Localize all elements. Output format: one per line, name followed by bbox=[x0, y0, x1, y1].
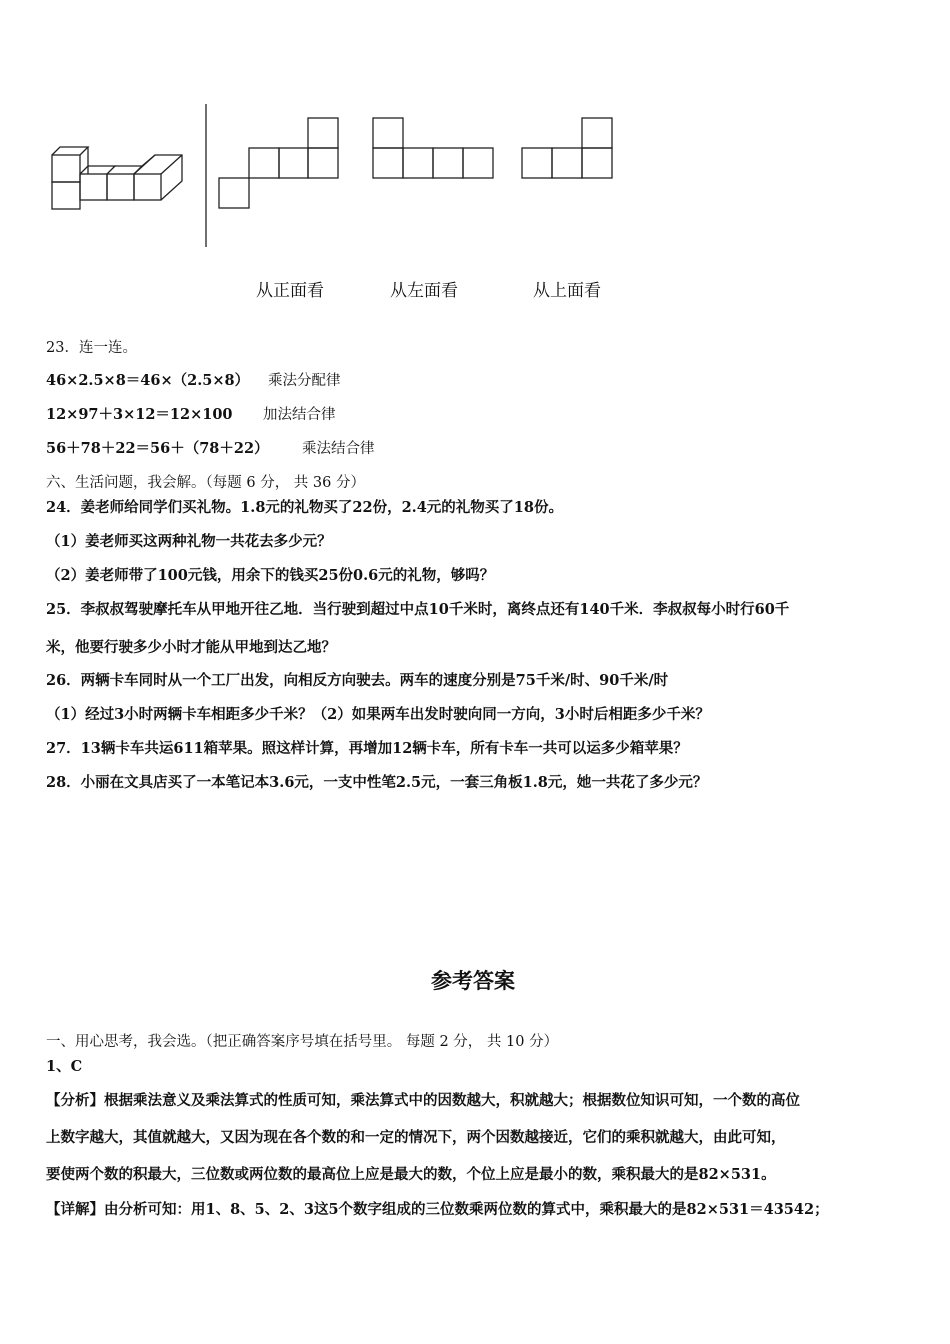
detail-paragraph bbox=[46, 1198, 829, 1219]
q23-expr-2: 12×97＋3×12＝12×100 bbox=[46, 406, 233, 423]
q24-part2: （2）姜老师带了100元钱，用余下的钱买25份0.6元的礼物，够吗？ bbox=[46, 567, 495, 584]
left-view-label: 从左面看 bbox=[390, 281, 458, 301]
q23-expr-3: 56＋78＋22＝56＋（78＋22） bbox=[46, 440, 269, 457]
cube-views-figure bbox=[0, 0, 950, 260]
q24: 24．姜老师给同学们买礼物。1.8元的礼物买了22份，2.4元的礼物买了18份。 bbox=[46, 499, 563, 516]
q26: 26．两辆卡车同时从一个工厂出发，向相反方向驶去。两车的速度分别是75千米/时、90千米/时 bbox=[46, 672, 669, 689]
q27: 27．13辆卡车共运611箱苹果。照这样计算，再增加12辆卡车，所有卡车一共可以运多少箱苹果？ bbox=[46, 740, 688, 757]
front-view-label: 从正面看 bbox=[256, 281, 324, 301]
answer-item-1: 1、C bbox=[46, 1058, 83, 1075]
front-view-drawing bbox=[219, 118, 338, 208]
q25-line1: 25．李叔叔驾驶摩托车从甲地开往乙地．当行驶到超过中点10千米时，离终点还有140千米．李叔叔每小时行60千 bbox=[46, 601, 790, 618]
answers-title: 参考答案 bbox=[431, 969, 515, 993]
analysis-label: 【分析】 bbox=[46, 1092, 104, 1109]
q23-law-3: 乘法结合律 bbox=[302, 441, 375, 457]
answers-section1-heading: 一、用心思考，我会选。（把正确答案序号填在括号里。 每题 2 分， 共 10 分） bbox=[46, 1034, 559, 1050]
q23-expr-1: 46×2.5×8＝46×（2.5×8） bbox=[46, 372, 250, 389]
q23-law-1: 乘法分配律 bbox=[268, 373, 341, 389]
analysis-line-1: 根据乘法意义及乘法算式的性质可知，乘法算式中的因数越大，积就越大；根据数位知识可知，一个数的高位 bbox=[104, 1092, 800, 1109]
top-view-label: 从上面看 bbox=[533, 281, 601, 301]
q24-part1: （1）姜老师买这两种礼物一共花去多少元？ bbox=[46, 533, 332, 550]
section6-heading: 六、生活问题，我会解。（每题 6 分， 共 36 分） bbox=[46, 475, 365, 491]
detail-line-1: 由分析可知：用1、8、5、2、3这5个数字组成的三位数乘两位数的算式中，乘积最大的是82×531＝43542； bbox=[104, 1201, 829, 1218]
q26-parts: （1）经过3小时两辆卡车相距多少千米？（2）如果两车出发时驶向同一方向，3小时后相距多少千米？ bbox=[46, 706, 710, 723]
detail-label: 【详解】 bbox=[46, 1201, 104, 1218]
q23-law-2: 加法结合律 bbox=[263, 407, 336, 423]
q28: 28．小丽在文具店买了一本笔记本3.6元，一支中性笔2.5元，一套三角板1.8元，她一共花了多少元？ bbox=[46, 774, 708, 791]
q23-title: 23．连一连。 bbox=[46, 340, 137, 356]
top-view-drawing bbox=[522, 118, 612, 178]
cube-solid-drawing bbox=[52, 147, 182, 209]
left-view-drawing bbox=[373, 118, 493, 178]
analysis-line-2: 上数字越大，其值就越大，又因为现在各个数的和一定的情况下，两个因数越接近，它们的乘积就越大，由此可知， bbox=[46, 1129, 786, 1146]
analysis-paragraph bbox=[46, 1089, 800, 1110]
analysis-line-3: 要使两个数的积最大，三位数或两位数的最高位上应是最大的数，个位上应是最小的数，乘积最大的是82×531。 bbox=[46, 1166, 776, 1183]
q25-line2: 米，他要行驶多少小时才能从甲地到达乙地？ bbox=[46, 639, 336, 656]
